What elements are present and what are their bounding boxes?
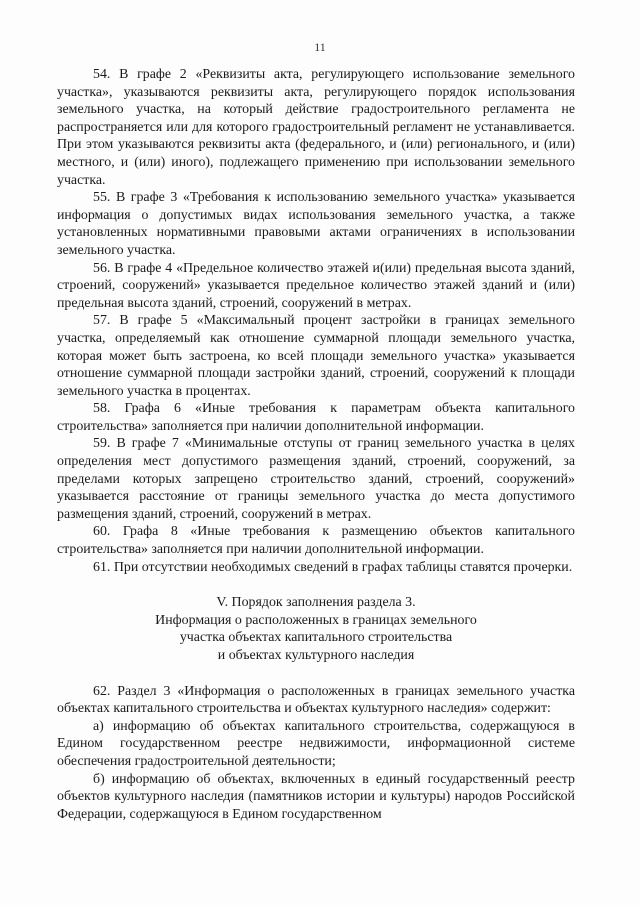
section-heading-line-2: Информация о расположенных в границах земельного: [155, 612, 477, 628]
paragraph-61: 61. При отсутствии необходимых сведений в графах таблицы ставятся прочерки.: [93, 559, 573, 575]
page-number: 11: [314, 40, 326, 54]
paragraph-57: 57. В графе 5 «Максимальный процент застройки в границах земельного участка, определяемый как отношение суммарной площади земельного участка, которая может быть застроена, ко всей площади земельного участка» указывается отношение суммарной площади застройки зданий, строений, сооружений к площади земельного участка в процентах.: [57, 313, 575, 399]
section-heading-line-1: V. Порядок заполнения раздела 3.: [216, 595, 416, 611]
document-body: [57, 66, 575, 823]
section-heading-line-3: участка объектах капитального строительства: [179, 630, 453, 646]
paragraph-56: 56. В графе 4 «Предельное количество этажей и(или) предельная высота зданий, строений, сооружений» указывается предельное количество этажей зданий и (или) предельная высота зданий, строений, сооружений в метрах.: [57, 260, 575, 311]
paragraph-55: 55. В графе 3 «Требования к использованию земельного участка» указывается информация о допустимых видах использования земельного участка, а также установленных нормативными правовыми актами ограничениях в использовании земельного участка.: [57, 190, 575, 258]
section-heading: [57, 594, 575, 664]
paragraph-59: 59. В графе 7 «Минимальные отступы от границ земельного участка в целях определения мест допустимого размещения зданий, строений, сооружений, за пределами которых запрещено строительство зданий, строений, сооружений» указывается расстояние от границы земельного участка до места допустимого размещения зданий, строений, сооружений в метрах.: [57, 436, 575, 522]
paragraph-62: 62. Раздел 3 «Информация о расположенных в границах земельного участка объектах капитального строительства и объектах культурного наследия» содержит:: [57, 683, 575, 717]
paragraph-62-a: а) информацию об объектах капитального строительства, содержащуюся в Едином государственном реестре недвижимости, информационной системе обеспечения градостроительной деятельности;: [57, 718, 575, 769]
paragraph-62-b: б) информацию об объектах, включенных в единый государственный реестр объектов культурного наследия (памятников истории и культуры) народов Российской Федерации, содержащуюся в Едином государственном: [57, 771, 575, 822]
section-heading-line-4: и объектах культурного наследия: [217, 648, 415, 663]
paragraph-54: 54. В графе 2 «Реквизиты акта, регулирующего использование земельного участка», указываются реквизиты акта, регулирующего порядок использования земельного участка, на который действие градостроительного регламента не распространяется или для которого градостроительный регламент не устанавливается. При этом указываются реквизиты акта (федерального, и (или) регионального, и (или) местного, и (или) иного), подлежащего применению при использовании земельного участка.: [57, 67, 575, 188]
paragraph-60: 60. Графа 8 «Иные требования к размещению объектов капитального строительства» заполняется при наличии дополнительной информации.: [57, 524, 575, 558]
paragraph-58: 58. Графа 6 «Иные требования к параметрам объекта капитального строительства» заполняется при наличии дополнительной информации.: [57, 401, 575, 434]
